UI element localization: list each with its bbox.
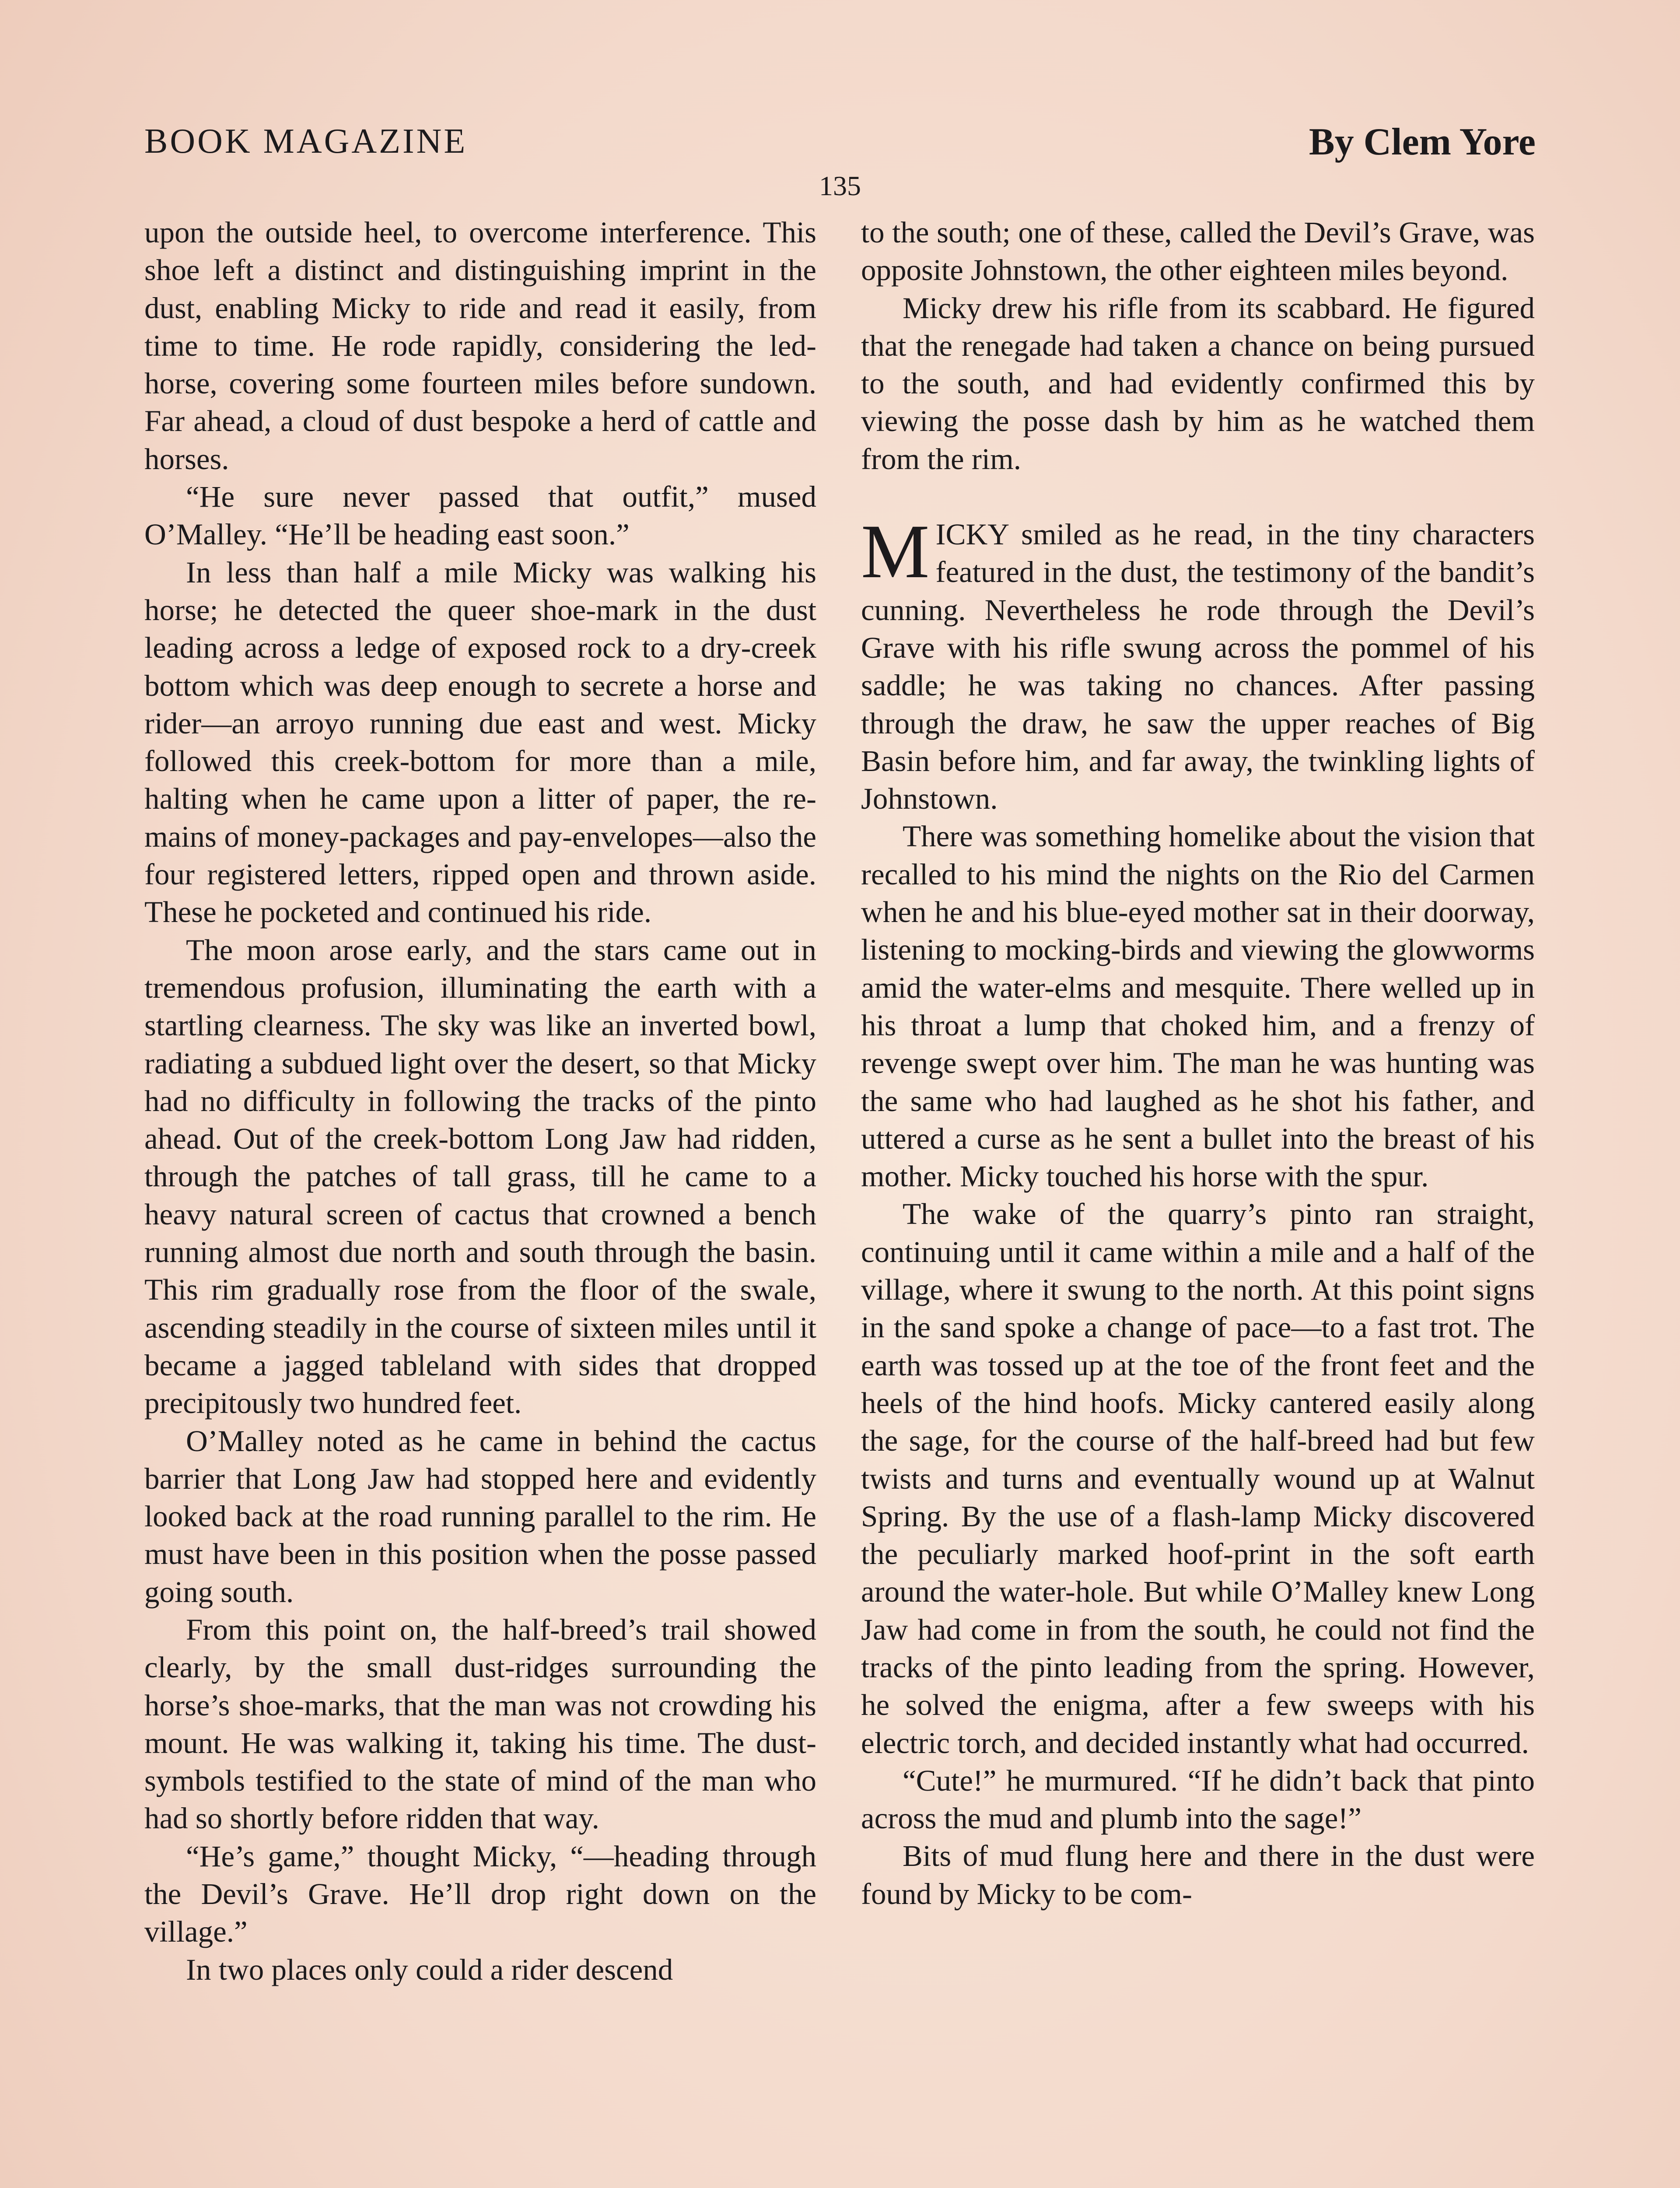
section-opening-text: ICKY smiled as he read, in the tiny characters featured in the dust, the testimony of the bandit’s cunning. Nevertheless he rode through the Devil’s Grave with his rifle swung across the pommel of his saddle; he was taking no chances. After passing through the draw, he saw the upper reaches of Big Basin before him, and far away, the twinkling lights of Johnstown. [861, 518, 1535, 816]
left-column [144, 214, 816, 1988]
paragraph: Bits of mud flung here and there in the dust were found by Micky to be com- [861, 1839, 1535, 1911]
page-number: 135 [819, 170, 861, 201]
section-opening-paragraph [861, 509, 1535, 817]
author-byline: By Clem Yore [1309, 121, 1536, 163]
paragraph: to the south; one of these, called the Devil’s Grave, was opposite Johnstown, the other eighteen miles beyond. [861, 216, 1535, 287]
paragraph: Micky drew his rifle from its scabbard. He figured that the renegade had taken a chance on being pursued to the south, and had evidently confirmed this by viewing the posse dash by him as he watched them from the rim. [861, 291, 1535, 476]
running-header [144, 122, 1536, 170]
publication-title: BOOK MAGAZINE [144, 122, 468, 161]
paragraph: In less than half a mile Micky was walking his horse; he detected the queer shoe-mark in the dust leading across a ledge of exposed rock to a dry-creek bottom which was deep enough to secrete a horse and rider—an arroyo running due east and west. Micky followed this creek-bottom for more than a mile, halting when he came upon a litter of paper, the remains of money-packages and pay-envelopes—also the four registered letters, ripped open and thrown aside. These he pocketed and continued his ride. [144, 555, 816, 929]
paragraph: There was something homelike about the vision that recalled to his mind the nights on the Rio del Carmen when he and his blue-eyed mother sat in their doorway, listening to mocking-birds and viewing the glowworms amid the water-elms and mesquite. There welled up in his throat a lump that choked him, and a frenzy of revenge swept over him. The man he was hunting was the same who had laughed as he shot his father, and uttered a curse as he sent a bullet into the breast of his mother. Micky touched his horse with the spur. [861, 820, 1535, 1193]
drop-cap: M [861, 509, 930, 595]
paragraph: O’Malley noted as he came in behind the cactus barrier that Long Jaw had stopped here and evidently looked back at the road running parallel to the rim. He must have been in this position when the posse passed going south. [144, 1424, 816, 1609]
paragraph: The moon arose early, and the stars came out in tremendous profusion, illuminating the earth with a startling clearness. The sky was like an inverted bowl, radiating a subdued light over the desert, so that Micky had no difficulty in following the tracks of the pinto ahead. Out of the creek-bottom Long Jaw had ridden, through the patches of tall grass, till he came to a heavy natural screen of cactus that crowned a bench running almost due north and south through the basin. This rim gradually rose from the floor of the swale, ascending steadily in the course of sixteen miles until it became a jagged tableland with sides that dropped precipitously two hundred feet. [144, 933, 816, 1420]
paragraph: In two places only could a rider descend [186, 1953, 673, 1986]
paragraph: “He’s game,” thought Micky, “—heading through the Devil’s Grave. He’ll drop right down on the village.” [144, 1839, 816, 1949]
paragraph: “He sure never passed that outfit,” mused O’Malley. “He’ll be heading east soon.” [144, 480, 816, 551]
paragraph: upon the outside heel, to overcome interference. This shoe left a distinct and distinguishing imprint in the dust, enabling Micky to ride and read it easily, from time to time. He rode rapidly, considering the led-horse, covering some fourteen miles before sundown. Far ahead, a cloud of dust bespoke a herd of cattle and horses. [144, 216, 816, 476]
paragraph: The wake of the quarry’s pinto ran straight, continuing until it came within a mile and a half of the village, where it swung to the north. At this point signs in the sand spoke a change of pace—to a fast trot. The earth was tossed up at the toe of the front feet and the heels of the hind hoofs. Micky cantered easily along the sage, for the course of the half-breed had but few twists and turns and eventually wound up at Walnut Spring. By the use of a flash-lamp Micky discovered the peculiarly marked hoof-print in the soft earth around the water-hole. But while O’Malley knew Long Jaw had come in from the south, he could not find the tracks of the pinto leading from the spring. However, he solved the enigma, after a few sweeps with his electric torch, and decided instantly what had occurred. [861, 1197, 1535, 1760]
paragraph: From this point on, the half-breed’s trail showed clearly, by the small dust-ridges surrounding the horse’s shoe-marks, that the man was not crowding his mount. He was walking it, taking his time. The dust-symbols testified to the state of mind of the man who had so shortly before ridden that way. [144, 1613, 816, 1835]
paragraph: “Cute!” he murmured. “If he didn’t back that pinto across the mud and plumb into the sage!” [861, 1764, 1535, 1835]
right-column [861, 214, 1535, 1913]
